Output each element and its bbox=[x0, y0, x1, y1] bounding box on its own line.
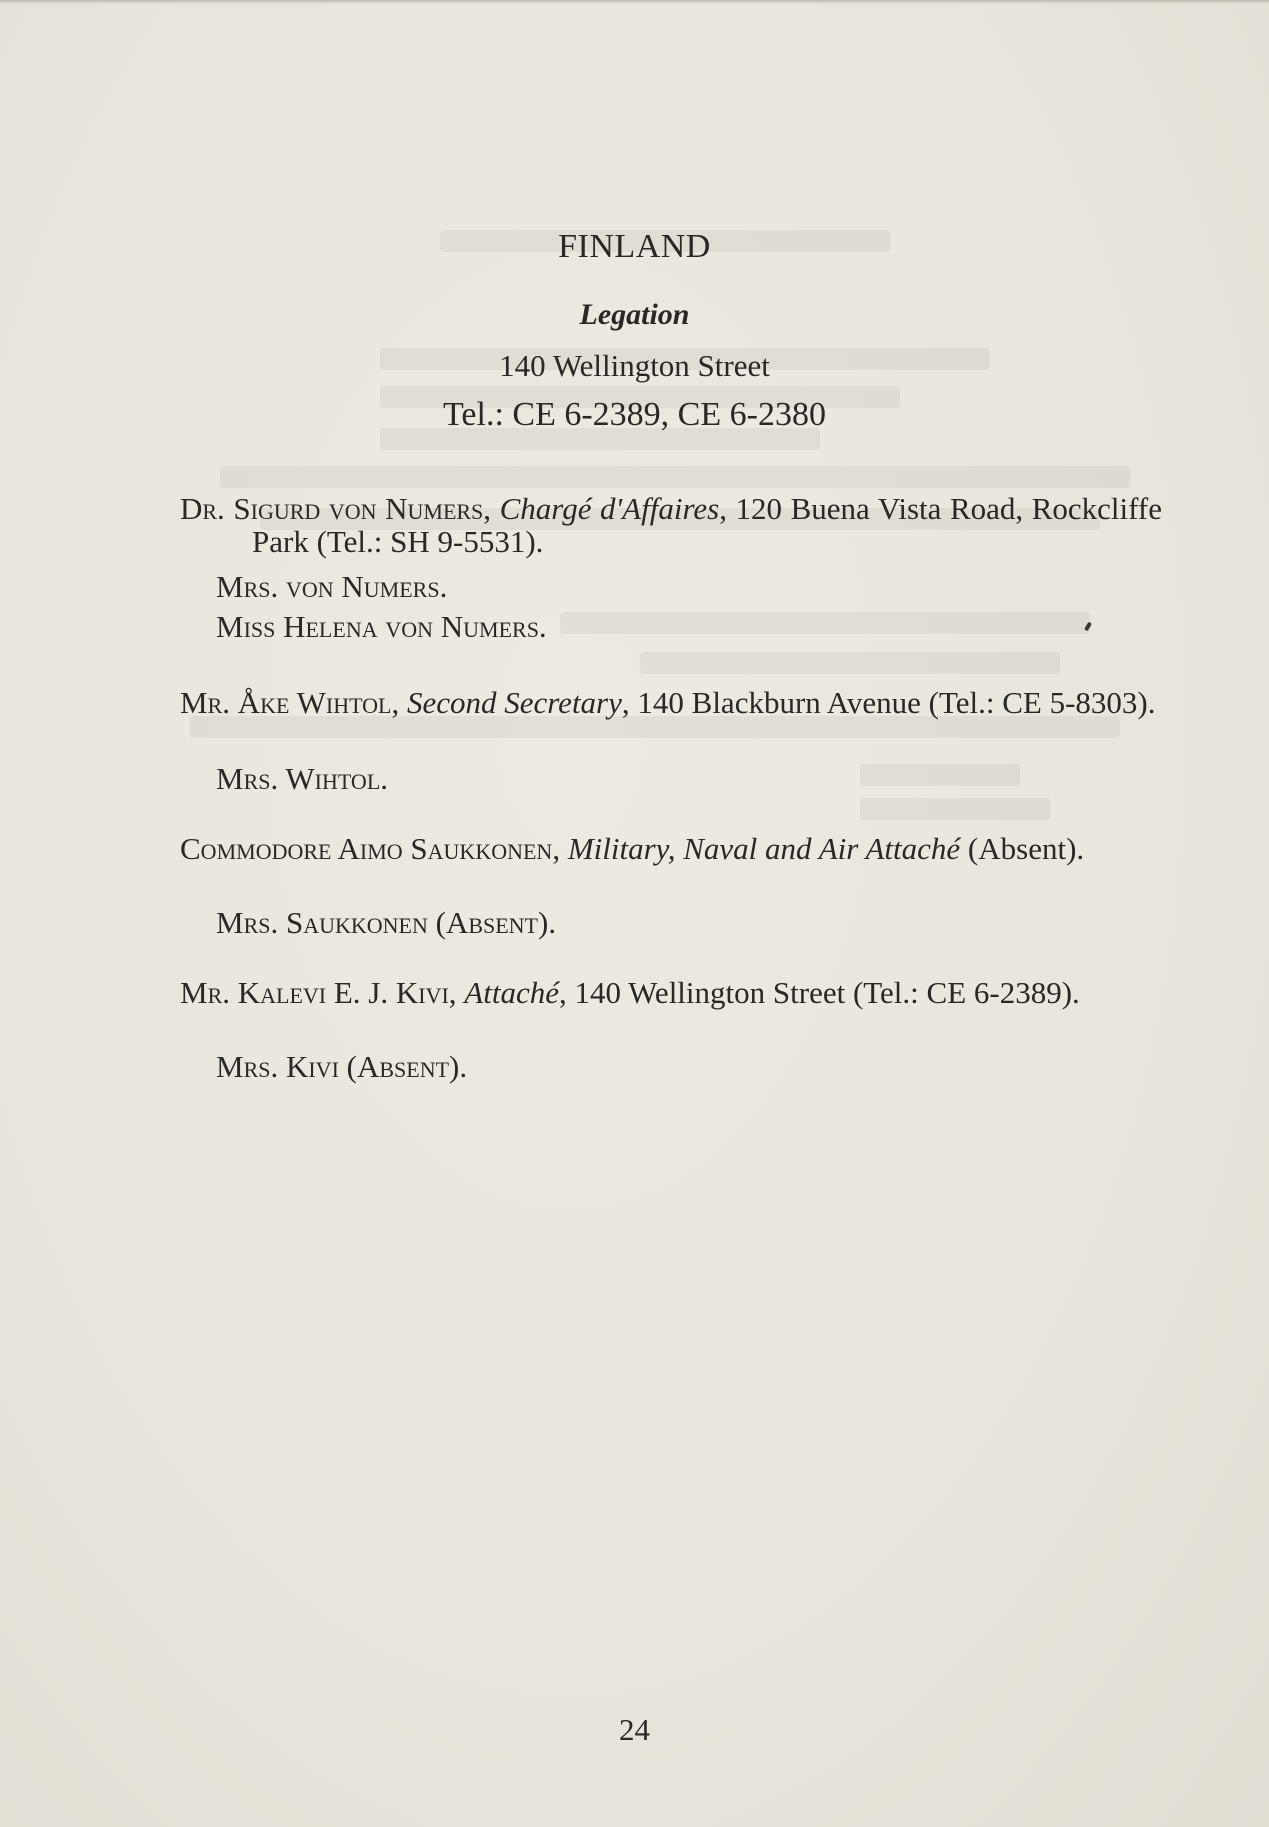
staff-entry: Commodore Aimo Saukkonen, Military, Naval and Air Attaché (Absent). bbox=[180, 831, 1085, 866]
page-top-edge bbox=[0, 0, 1269, 4]
family-member: Mrs. Saukkonen (Absent). bbox=[216, 905, 557, 940]
staff-entry: Mr. Åke Wihtol, Second Secretary, 140 Blackburn Avenue (Tel.: CE 5-8303). bbox=[180, 685, 1156, 720]
staff-details: (Absent). bbox=[967, 831, 1085, 866]
family-member: Mrs. Wihtol. bbox=[216, 761, 389, 796]
staff-name: Commodore Aimo Saukkonen bbox=[180, 831, 553, 866]
staff-title: Second Secretary bbox=[406, 685, 622, 720]
mission-type-heading: Legation bbox=[579, 298, 690, 331]
country-heading: FINLAND bbox=[558, 228, 711, 265]
staff-details: 140 Blackburn Avenue (Tel.: CE 5-8303). bbox=[637, 685, 1156, 720]
staff-name: Dr. Sigurd von Numers bbox=[180, 491, 484, 526]
staff-details: 140 Wellington Street (Tel.: CE 6-2389). bbox=[574, 975, 1080, 1010]
family-member: Mrs. Kivi (Absent). bbox=[216, 1049, 468, 1084]
staff-entry: Mr. Kalevi E. J. Kivi, Attaché, 140 Wellington Street (Tel.: CE 6-2389). bbox=[180, 975, 1080, 1010]
staff-title: Chargé d'Affaires bbox=[499, 491, 720, 526]
mission-address: 140 Wellington Street bbox=[499, 348, 770, 383]
family-member: Mrs. von Numers. bbox=[216, 569, 448, 604]
page-number: 24 bbox=[619, 1712, 650, 1747]
staff-name: Mr. Kalevi E. J. Kivi bbox=[180, 975, 449, 1010]
family-member: Miss Helena von Numers. bbox=[216, 609, 547, 644]
staff-details: 120 Buena Vista Road, Rockcliffe Park (Tel.: SH 9-5531). bbox=[252, 491, 1162, 559]
mission-telephone: Tel.: CE 6-2389, CE 6-2380 bbox=[443, 396, 826, 433]
staff-name: Mr. Åke Wihtol bbox=[180, 685, 392, 720]
staff-entry: Dr. Sigurd von Numers, Chargé d'Affaires, 120 Buena Vista Road, Rockcliffe Park (Tel.: SH 9-5531). bbox=[180, 491, 1162, 559]
staff-title: Attaché bbox=[464, 975, 559, 1010]
staff-title: Military, Naval and Air Attaché bbox=[567, 831, 961, 866]
